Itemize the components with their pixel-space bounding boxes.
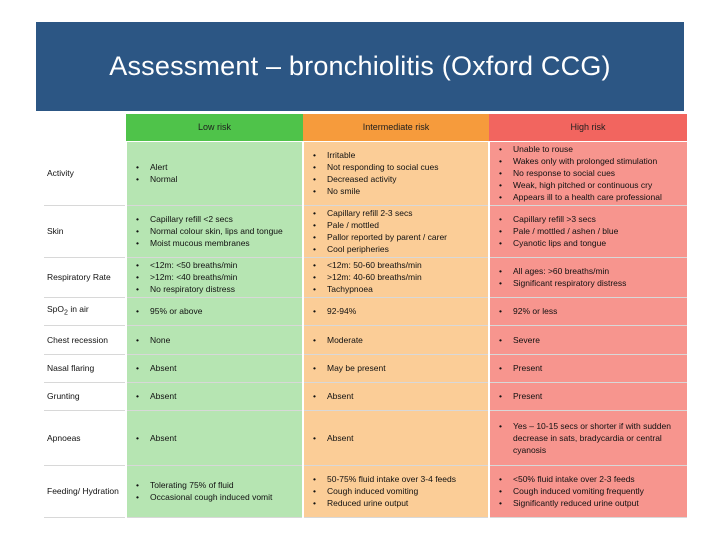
row-respiratory-rate (44, 257, 687, 297)
criteria-list (490, 305, 687, 317)
high-risk-cell (489, 257, 687, 297)
criteria-item: • All ages: >60 breaths/min (490, 265, 683, 277)
criteria-item: • Not responding to social cues (304, 161, 484, 173)
criteria-item: • >12m: <40 breaths/min (127, 271, 298, 283)
criteria-list (490, 213, 687, 249)
title-bar (36, 22, 684, 111)
high-risk-cell (489, 205, 687, 257)
criteria-item: • Tachypnoea (304, 283, 484, 295)
criteria-list (304, 473, 488, 509)
criteria-list (127, 362, 302, 374)
criteria-item: • <12m: 50-60 breaths/min (304, 259, 484, 271)
header-intermediate-risk: Intermediate risk (303, 114, 489, 141)
criteria-item: • Moist mucous membranes (127, 237, 298, 249)
criteria-item: • None (127, 334, 298, 346)
criteria-item: • Absent (304, 432, 484, 444)
criteria-item: • No smile (304, 185, 484, 197)
row-skin (44, 205, 687, 257)
low-risk-cell (126, 141, 303, 205)
row-grunting (44, 382, 687, 410)
criteria-item: • >12m: 40-60 breaths/min (304, 271, 484, 283)
criteria-list (127, 259, 302, 295)
criteria-item: • Absent (127, 390, 298, 402)
high-risk-cell (489, 382, 687, 410)
high-risk-cell (489, 465, 687, 517)
criteria-list (127, 305, 302, 317)
criteria-item: • Pale / mottled (304, 219, 484, 231)
criteria-item: • Cough induced vomiting (304, 485, 484, 497)
criteria-item: • Unable to rouse (490, 143, 683, 155)
intermediate-risk-cell (303, 382, 489, 410)
intermediate-risk-cell (303, 257, 489, 297)
criteria-list (304, 259, 488, 295)
row-label: Skin (44, 205, 126, 257)
criteria-item: • Wakes only with prolonged stimulation (490, 155, 683, 167)
criteria-item: • Present (490, 390, 683, 402)
criteria-list (490, 473, 687, 509)
high-risk-cell (489, 325, 687, 354)
intermediate-risk-cell (303, 465, 489, 517)
intermediate-risk-cell (303, 297, 489, 325)
intermediate-risk-cell (303, 354, 489, 382)
criteria-item: • <12m: <50 breaths/min (127, 259, 298, 271)
low-risk-cell (126, 410, 303, 465)
row-activity (44, 141, 687, 205)
criteria-item: • 95% or above (127, 305, 298, 317)
criteria-item: • Weak, high pitched or continuous cry (490, 179, 683, 191)
criteria-item: • 50-75% fluid intake over 3-4 feeds (304, 473, 484, 485)
high-risk-cell (489, 410, 687, 465)
criteria-list (304, 149, 488, 197)
row-label: Chest recession (44, 325, 126, 354)
row-label: Activity (44, 141, 126, 205)
criteria-item: • Moderate (304, 334, 484, 346)
row-apnoeas (44, 410, 687, 465)
low-risk-cell (126, 297, 303, 325)
criteria-item: • 92-94% (304, 305, 484, 317)
criteria-list (490, 390, 687, 402)
low-risk-cell (126, 354, 303, 382)
intermediate-risk-cell (303, 141, 489, 205)
header-blank (44, 114, 126, 141)
criteria-item: • Significant respiratory distress (490, 277, 683, 289)
criteria-list (127, 390, 302, 402)
criteria-item: • <50% fluid intake over 2-3 feeds (490, 473, 683, 485)
criteria-item: • Capillary refill >3 secs (490, 213, 683, 225)
criteria-item: • Capillary refill <2 secs (127, 213, 298, 225)
high-risk-cell (489, 141, 687, 205)
criteria-item: • Pale / mottled / ashen / blue (490, 225, 683, 237)
high-risk-cell (489, 297, 687, 325)
low-risk-cell (126, 257, 303, 297)
criteria-list (304, 334, 488, 346)
criteria-list (127, 213, 302, 249)
row-label: Grunting (44, 382, 126, 410)
slide-title: Assessment – bronchiolitis (Oxford CCG) (109, 51, 611, 81)
criteria-item: • 92% or less (490, 305, 683, 317)
risk-assessment-table (44, 114, 687, 518)
criteria-item: • Occasional cough induced vomit (127, 491, 298, 503)
criteria-list (304, 305, 488, 317)
row-chest-recession (44, 325, 687, 354)
intermediate-risk-cell (303, 205, 489, 257)
row-label: Respiratory Rate (44, 257, 126, 297)
row-label: Apnoeas (44, 410, 126, 465)
row-label (44, 297, 126, 325)
criteria-item: • Normal colour skin, lips and tongue (127, 225, 298, 237)
header-high-risk: High risk (489, 114, 687, 141)
criteria-list (304, 390, 488, 402)
criteria-item: • Appears ill to a health care professional (490, 191, 683, 203)
criteria-item: • Significantly reduced urine output (490, 497, 683, 509)
row-label: Feeding/ Hydration (44, 465, 126, 517)
criteria-item: • Cough induced vomiting frequently (490, 485, 683, 497)
criteria-item: • Absent (304, 390, 484, 402)
row-nasal-flaring (44, 354, 687, 382)
criteria-list (490, 362, 687, 374)
criteria-item: • Reduced urine output (304, 497, 484, 509)
header-row (44, 114, 687, 141)
low-risk-cell (126, 382, 303, 410)
criteria-item: • No response to social cues (490, 167, 683, 179)
criteria-item: • Severe (490, 334, 683, 346)
intermediate-risk-cell (303, 325, 489, 354)
criteria-item: • Normal (127, 173, 298, 185)
criteria-list (127, 479, 302, 503)
criteria-list (127, 161, 302, 185)
spo2-prefix: SpO (47, 304, 65, 315)
spo2-subscript: 2 (64, 308, 68, 317)
criteria-item: • Yes – 10-15 secs or shorter if with sudden decrease in sats, bradycardia or central cyanosis (490, 420, 683, 456)
row-feeding-hydration (44, 465, 687, 517)
criteria-item: • Irritable (304, 149, 484, 161)
criteria-list (127, 334, 302, 346)
criteria-item: • Capillary refill 2-3 secs (304, 207, 484, 219)
criteria-item: • Decreased activity (304, 173, 484, 185)
criteria-list (304, 362, 488, 374)
criteria-item: • May be present (304, 362, 484, 374)
row-label: Nasal flaring (44, 354, 126, 382)
intermediate-risk-cell (303, 410, 489, 465)
criteria-item: • Present (490, 362, 683, 374)
low-risk-cell (126, 325, 303, 354)
criteria-item: • Alert (127, 161, 298, 173)
criteria-list (490, 265, 687, 289)
criteria-list (127, 432, 302, 444)
criteria-list (304, 207, 488, 255)
criteria-item: • Absent (127, 362, 298, 374)
criteria-item: • Cool peripheries (304, 243, 484, 255)
criteria-list (490, 334, 687, 346)
criteria-list (490, 420, 687, 456)
low-risk-cell (126, 465, 303, 517)
criteria-item: • No respiratory distress (127, 283, 298, 295)
criteria-item: • Cyanotic lips and tongue (490, 237, 683, 249)
criteria-item: • Tolerating 75% of fluid (127, 479, 298, 491)
criteria-item: • Pallor reported by parent / carer (304, 231, 484, 243)
criteria-list (490, 143, 687, 203)
row-spo2 (44, 297, 687, 325)
spo2-suffix: in air (67, 304, 89, 315)
header-low-risk: Low risk (126, 114, 303, 141)
criteria-item: • Absent (127, 432, 298, 444)
low-risk-cell (126, 205, 303, 257)
high-risk-cell (489, 354, 687, 382)
criteria-list (304, 432, 488, 444)
